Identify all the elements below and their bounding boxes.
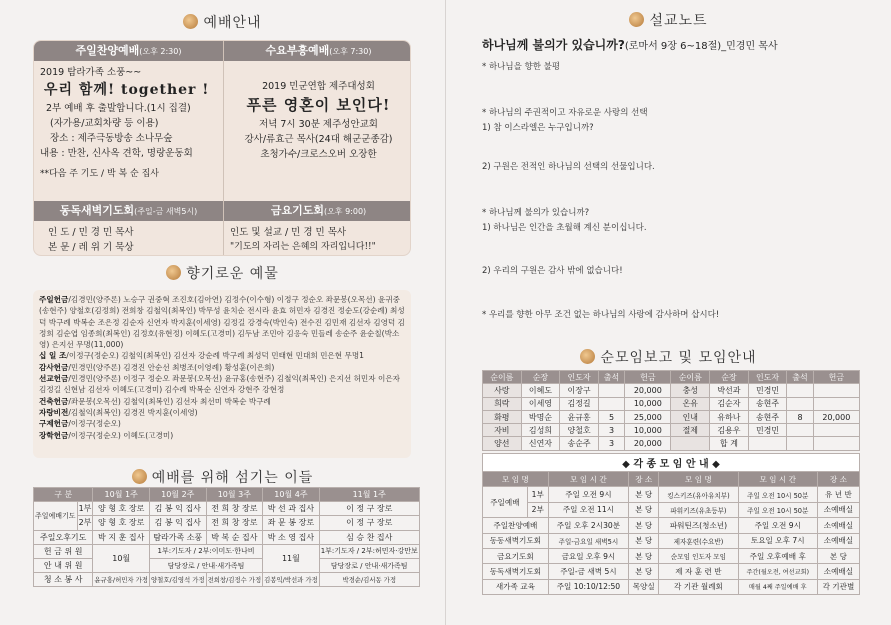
table-row: 화평 박명순 윤규홍 5 25,000 인내 유하나 송현주 8 20,000 [483,410,860,423]
wednesday-worship: 수요부흥예배(오후 7:30) 2019 민군연합 제주대성회 푸른 영혼이 보인다! 저녁 7시 30분 제주성안교회 강사/류효근 목사(24대 해군군종감) 초청가수/크로스오버 오장한 [224,41,411,166]
sermon-point: 2) 구원은 전적인 하나님의 선택의 선물입니다. [482,162,655,172]
offering-entry: 십 일 조/이정구(정순오) 김철익(최복인) 김선자 강순례 박구례 최성덕 민태현 민대희 민은현 무명1 [39,351,365,361]
worship-section-title: 예배안내 [0,12,445,32]
table-row: 새가족 교육 주일 10:10/12:50 목양실 각 기관 월례회 매월 4째 주일예배 후 각 기관별 [483,579,860,594]
sermon-point: 1) 하나님은 인간을 초월해 계신 분이십니다. [482,223,647,233]
table-row: 금요기도회 금요일 오후 9시 본 당 순모임 인도자 모임 주일 오후예배 후 본 당 [483,548,860,563]
sermon-point: 2) 우리의 구원은 감사 밖에 없습니다! [482,266,623,276]
servants-table: 구 분 10월 1주 10월 2주 10월 3주 10월 4주 11월 1주 주일예배기도 1부 양 형 호 장로 김 봉 익 집사 전 희 창 장로 박 선 과 집사 이 정 구 장로 2부 양 형 호 장로 김 봉 익 집사 전 희 창 장로 좌 문 봉 장로 이 정 구 장로 주일오후기도 박 지 훈 집사 탐라가족 소풍 박 복 순 집사 박 소 영 집사 심 승 찬 집사 헌 금 위 원 10월 1부:기도자 / 2부:이미도·한나비 11월 1부:기도자 / 2부:허민자·강만보 안 내 위 원 담당장로 / 안내·새가족팀 담당장로 / 안내·새가족팀 청 소 봉 사 윤규홍/허민자 가정 양철호/김영석 가정 전희창/김정수 가정 김봉익/박선과 가정 박경순/김서동 가정 [33,487,420,587]
offering-entry: 장학헌금/이정구(정순오) 이혜도(고경미) [39,430,174,440]
sermon-point: * 하나님을 향한 불평 [482,62,561,72]
offering-entry: 구제헌금/이정구(정순오) [39,419,121,429]
table-row: 자비 김성희 양철호 3 10,000 절제 김용우 민경민 [483,424,860,437]
friday-prayer: 금요기도회(오후 9:00) 인도 및 설교 / 민 경 민 목사 "기도의 자리는 은혜의 자리입니다!!" [224,201,411,256]
table-row: 헌 금 위 원 10월 1부:기도자 / 2부:이미도·한나비 11월 1부:기도자 / 2부:허민자·강만보 [34,544,420,558]
church-emblem-icon [629,12,644,27]
offering-entry: 자랑비전/김철익(최복인) 김경진 박지훈(이세영) [39,407,198,417]
blue-soul-slogan: 푸른 영혼이 보인다! [246,96,391,114]
offering-entry: 감사헌금/민경민(양주론) 김경진 안순선 최병조(이영례) 황성훈(이은희) [39,362,275,372]
offering-entry: 건축헌금/좌문봉(오목선) 김철익(최복인) 김선자 최선미 박복순 박구례 [39,396,271,406]
sermon-point: 1) 참 이스라엘은 누구입니까? [482,123,594,133]
sunday-worship: 주일찬양예배(오후 2:30) 2019 탐라가족 소풍~~ 우리 함께! together ! 2부 예배 후 출발합니다.(1시 집결) (자가용/교회차량 등 이용) 장소 : 제주극동방송 소나무숲 내용 : 만찬, 신사옥 견학, 명랑운동회 **다음 주 기도 / 박 복 순 집사 [34,41,223,186]
table-row: 동독새벽기도회 주일-금 새벽 5시 본 당 제 자 훈 련 반 주간(월오전, 여선교회) 소예배실 [483,564,860,579]
table-row: 주일예배 1부 주일 오전 9시 본 당 킹스키즈(유아유치부) 주일 오전 10시 50분 유 년 반 [483,487,860,502]
servants-section-title: 예배를 위해 섬기는 이들 [0,467,445,487]
church-emblem-icon [183,14,198,29]
table-row: 양선 신연자 송순주 3 20,000 합 계 [483,437,860,450]
table-row: 주일오후기도 박 지 훈 집사 탐라가족 소풍 박 복 순 집사 박 소 영 집사 심 승 찬 집사 [34,530,420,544]
offering-entry: 선교헌금/민경민(양주론) 이정구 정순오 좌문봉(오목선) 윤규홍(송현주) 김철익(최복인) 은지선 허민자 이은자 김정길 신현남 김선자 이혜도(고경미) 김수례 박복순 신연자 강현주 강현정 [39,374,400,395]
table-row: 사랑 이혜도 이장구 20,000 충성 박선과 민경민 [483,384,860,397]
offering-entry: 주일헌금/김경민(양주론) 노승구 권중혁 조진호(김아연) 김정수(이수형) 이정구 정순오 좌문봉(오목선) 윤귀중(송현주) 양철호(김정희) 전희창 김철익(최복인) 박무성 윤치순 전시라 윤효 허민자 김경진 정순도(강순례) 최성덕 박구례 박복순 조은정 김순자 신연자 박지훈(이세영) 김정길 강경숙(박인숙) 전수진 김민재 김선자 김영덕 김정희 김순엽 임종희(최복인) 김정호(유현정) 이혜도(고경미) 김두남 조민아 김응숙 민들레 송순주 윤순칠(박소영) 은지선 무명(11,000) [39,295,405,350]
offering-section-title: 향기로운 예물 [0,263,445,283]
church-emblem-icon [580,349,595,364]
sermon-point: * 하나님께 불의가 있습니까? [482,208,590,218]
church-emblem-icon [166,265,181,280]
sermon-point: * 우리를 향한 아무 조건 없는 하나님의 사랑에 감사하며 삽시다! [482,310,720,320]
offering-list [33,290,411,458]
sermon-section-title: 설교노트 [446,10,891,30]
table-row: 희락 이세영 김정길 10,000 온유 김순자 송현주 [483,397,860,410]
cell-group-report-table: 순이름 순장 인도자 출석 헌금 순이름 순장 인도자 출석 헌금 사랑 이혜도 이장구 20,000 충성 박선과 민경민 희락 이세영 김정길 10,000 온유 김순자 송현주 화평 박명순 윤규홍 5 25,000 인내 유하나 송현주 8 20,000 자비 김성희 양철호 3 10,000 절제 김용우 민경민 양선 신연자 송순주 3 20,000 합 계 [482,370,860,451]
table-row: 2부 양 형 호 장로 김 봉 익 집사 전 희 창 장로 좌 문 봉 장로 이 정 구 장로 [34,516,420,530]
worship-info-box [33,40,411,256]
table-row: 2부 주일 오전 11시 본 당 파워키즈(유초등부) 주일 오전 10시 50분 소예배실 [483,502,860,517]
table-row: 주일예배기도 1부 양 형 호 장로 김 봉 익 집사 전 희 창 장로 박 선 과 집사 이 정 구 장로 [34,502,420,516]
table-row: 청 소 봉 사 윤규홍/허민자 가정 양철호/김영석 가정 전희창/김정수 가정 김봉익/박선과 가정 박경순/김서동 가정 [34,573,420,587]
sermon-heading: 하나님께 불의가 있습니까?(로마서 9장 6~18절)_민경민 목사 [482,38,778,52]
dawn-prayer: 동독새벽기도회(주일-금 새벽5시) 인 도 / 민 경 민 목사 본 문 / 레 위 기 묵상 [34,201,223,256]
right-page [446,0,891,625]
report-section-title: 순모임보고 및 모임안내 [446,347,891,367]
table-row: 안 내 위 원 담당장로 / 안내·새가족팀 담당장로 / 안내·새가족팀 [34,558,420,572]
table-row: 주일찬양예배 주일 오후 2시30분 본 당 파워틴즈(청소년) 주일 오전 9시 소예배실 [483,518,860,533]
table-row: 동동새벽기도회 주일-금요일 새벽5시 본 당 제자훈련(수요반) 토요일 오후 7시 소예배실 [483,533,860,548]
meeting-info-table: ◆ 각 종 모 임 안 내 ◆ 모 임 명 모 임 시 간 장 소 모 임 명 모 임 시 간 장 소 주일예배 1부 주일 오전 9시 본 당 킹스키즈(유아유치부) 주일 오전 10시 50분 유 년 반 2부 주일 오전 11시 본 당 파워키즈(유초등부) 주일 오전 10시 50분 소예배실 주일찬양예배 주일 오후 2시30분 본 당 파워틴즈(청소년) 주일 오전 9시 소예배실 동동새벽기도회 주일-금요일 새벽5시 본 당 제자훈련(수요반) 토요일 오후 7시 소예배실 금요기도회 금요일 오후 9시 본 당 순모임 인도자 모임 주일 오후예배 후 본 당 동독새벽기도회 주일-금 새벽 5시 본 당 제 자 훈 련 반 주간(월오전, 여선교회) 소예배실 새가족 교육 주일 10:10/12:50 목양실 각 기관 월례회 매월 4째 주일예배 후 각 기관별 [482,453,860,595]
left-page [0,0,445,625]
sermon-point: * 하나님의 주권적이고 자유로운 사랑의 선택 [482,108,648,118]
church-emblem-icon [132,469,147,484]
together-slogan: 우리 함께! together ! [44,82,210,98]
